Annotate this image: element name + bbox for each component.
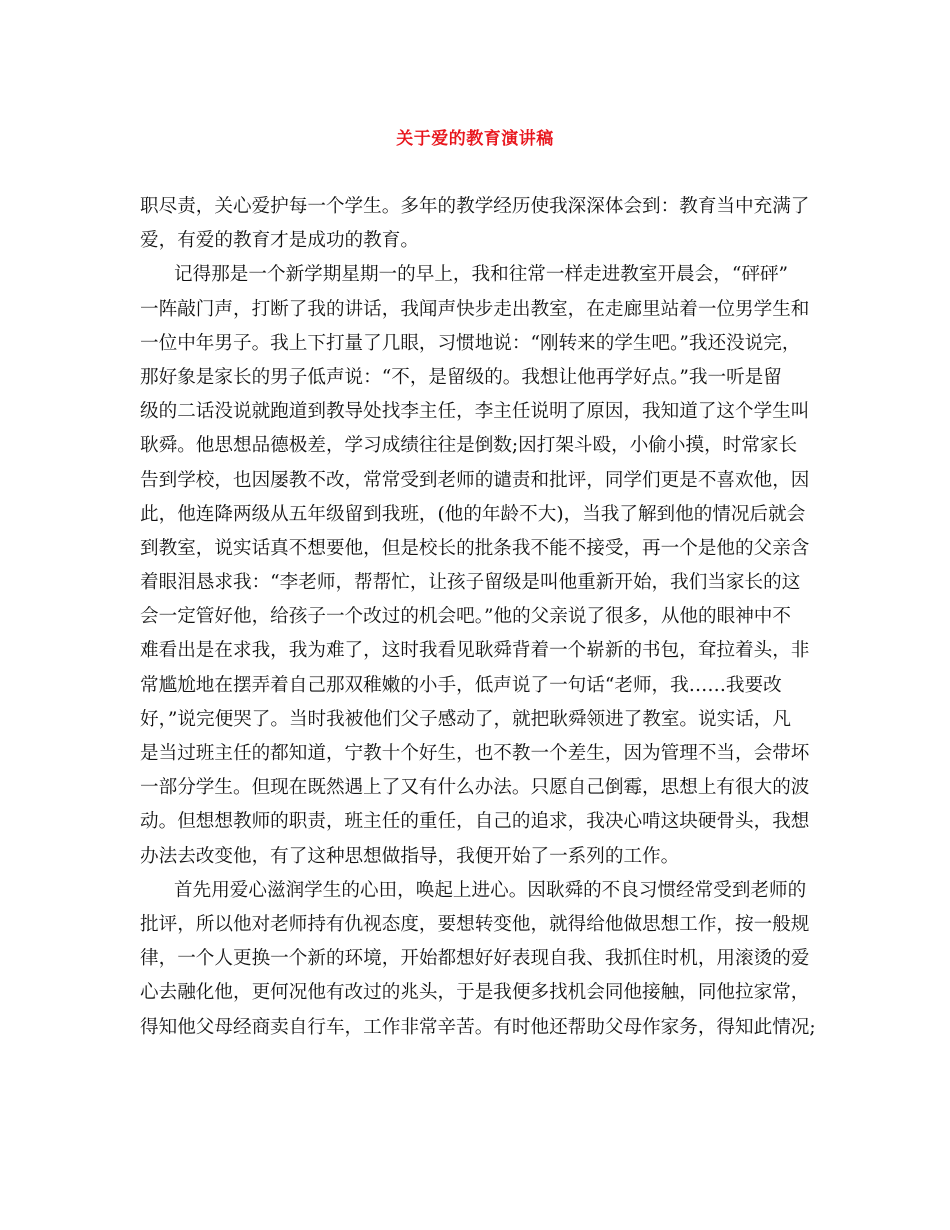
text-line: 动。但想想教师的职责，班主任的重任，自己的追求，我决心啃这块硬骨头，我想 [140,811,810,833]
text-line: 那好象是家长的男子低声说：“不，是留级的。我想让他再学好点。”我一听是留 [140,366,782,388]
text-line: 批评，所以他对老师持有仇视态度，要想转变他，就得给他做思想工作，按一般规 [140,913,810,935]
text-line: 常尴尬地在摆弄着自己那双稚嫩的小手，低声说了一句话“老师，我……我要改 [140,674,782,696]
document-title: 关于爱的教育演讲稿 [396,129,554,149]
text-line: 是当过班主任的都知道，宁教十个好生，也不教一个差生，因为管理不当，会带坏 [140,743,810,764]
text-line: 记得那是一个新学期星期一的早上，我和往常一样走进教室开晨会，“砰砰” [174,264,789,286]
text-line: 难看出是在求我，我为难了，这时我看见耿舜背着一个崭新的书包，耷拉着头，非 [140,640,810,662]
text-line: 告到学校，也因屡教不改，常常受到老师的谴责和批评，同学们更是不喜欢他，因 [140,469,810,491]
text-line: 首先用爱心滋润学生的心田，唤起上进心。因耿舜的不良习惯经常受到老师的 [174,879,807,901]
text-line: 一位中年男子。我上下打量了几眼，习惯地说：“刚转来的学生吧。”我还没说完， [140,332,801,354]
document-body [140,190,820,1045]
text-line: 会一定管好他，给孩子一个改过的机会吧。”他的父亲说了很多，从他的眼神中不 [140,606,791,628]
text-line: 级的二话没说就跑道到教导处找李主任，李主任说明了原因，我知道了这个学生叫 [140,401,810,423]
text-line: 此，他连降两级从五年级留到我班，(他的年龄不大)，当我了解到他的情况后就会 [140,503,806,525]
text-line: 办法去改变他，有了这种思想做指导，我便开始了一系列的工作。 [140,845,680,867]
text-line: 心去融化他，更何况他有改过的兆头，于是我便多找机会同他接触，同他拉家常， [140,982,810,1004]
text-line: 一阵敲门声，打断了我的讲话，我闻声快步走出教室，在走廊里站着一位男学生和 [140,298,810,320]
text-line: 得知他父母经商卖自行车，工作非常辛苦。有时他还帮助父母作家务，得知此情况; [140,1016,816,1038]
text-line: 爱，有爱的教育才是成功的教育。 [140,230,419,252]
text-line: 耿舜。他思想品德极差，学习成绩往往是倒数;因打架斗殴，小偷小摸，时常家长 [140,435,798,457]
text-line: 到教室，说实话真不想要他，但是校长的批条我不能不接受，再一个是他的父亲含 [140,537,810,559]
text-line: 一部分学生。但现在既然遇上了又有什么办法。只愿自己倒霉，思想上有很大的波 [140,777,810,799]
text-line: 好，”说完便哭了。当时我被他们父子感动了，就把耿舜领进了教室。说实话，凡 [140,708,791,730]
text-line: 律，一个人更换一个新的环境，开始都想好好表现自我、我抓住时机，用滚烫的爱 [140,948,810,970]
text-line: 职尽责，关心爱护每一个学生。多年的教学经历使我深深体会到：教育当中充满了 [140,196,810,217]
text-line: 着眼泪恳求我：“李老师，帮帮忙，让孩子留级是叫他重新开始，我们当家长的这 [140,572,801,594]
